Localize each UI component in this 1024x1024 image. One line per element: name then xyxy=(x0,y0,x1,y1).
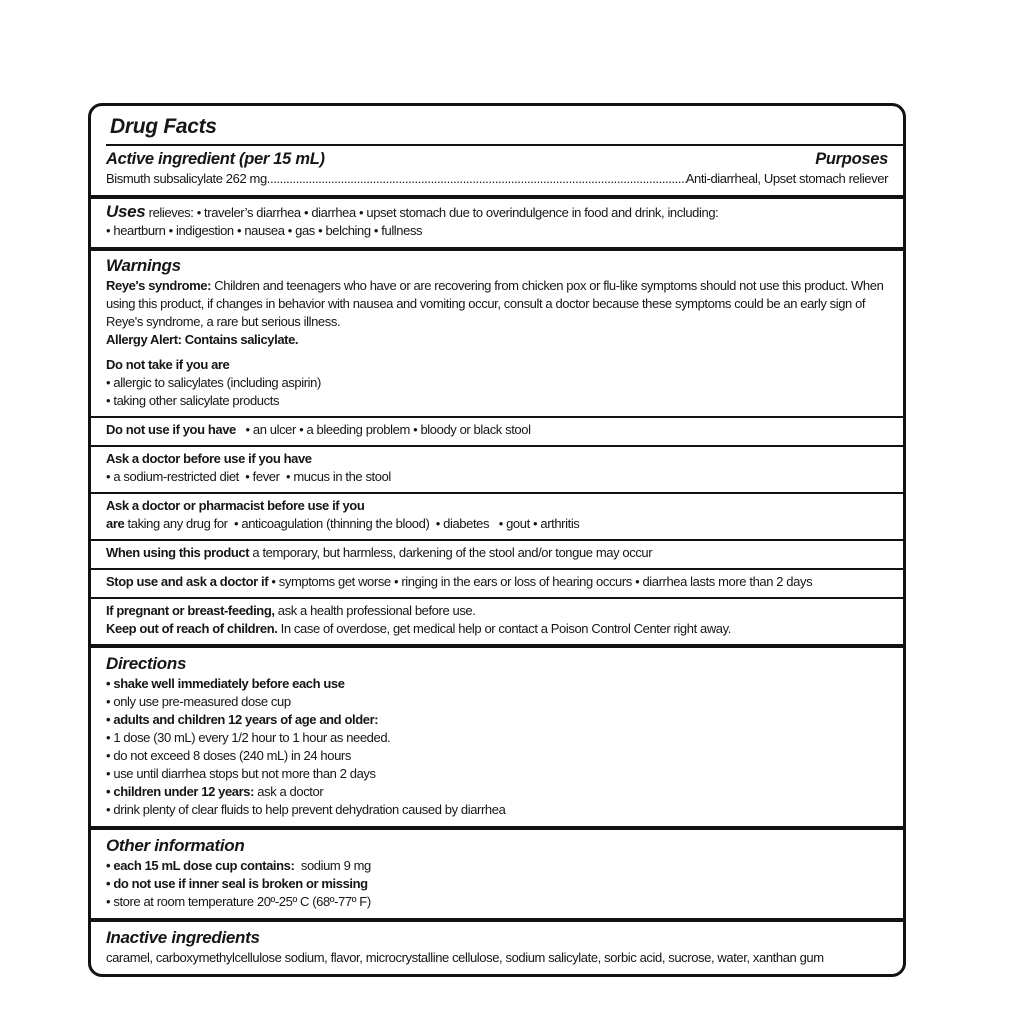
dot-leader xyxy=(267,170,686,188)
drug-facts-label xyxy=(88,103,906,977)
uses-section xyxy=(91,199,903,247)
ask-doctor-pharmacist-text: taking any drug for • anticoagulation (thinning the blood) • diabetes • gout • arthritis xyxy=(124,516,580,531)
when-using-block xyxy=(91,541,903,568)
other-information-item: • store at room temperature 20º-25º C (68º-77º F) xyxy=(106,894,371,909)
directions-item: • only use pre-measured dose cup xyxy=(106,694,291,709)
other-information-section xyxy=(91,830,903,918)
ingredient-purpose: Anti-diarrheal, Upset stomach reliever xyxy=(685,171,888,186)
directions-section xyxy=(91,648,903,826)
directions-item: • 1 dose (30 mL) every 1/2 hour to 1 hour as needed. xyxy=(106,730,391,745)
do-not-use-line xyxy=(106,421,888,439)
ask-doctor-pharmacist-block xyxy=(91,494,903,539)
ask-doctor-block xyxy=(91,447,903,492)
directions-item: • adults and children 12 years of age and older: xyxy=(106,712,379,727)
pregnant-text: ask a health professional before use. xyxy=(274,603,476,618)
do-not-take-item: • taking other salicylate products xyxy=(106,393,280,408)
when-using-text: a temporary, but harmless, darkening of the stool and/or tongue may occur xyxy=(249,545,653,560)
do-not-use-lead: Do not use if you have xyxy=(106,422,236,437)
warnings-intro-block xyxy=(91,251,903,416)
pregnancy-block xyxy=(91,599,903,644)
ask-doctor-pharmacist-lead: are xyxy=(106,516,125,531)
uses-heading: Uses xyxy=(106,202,146,221)
when-using-lead: When using this product xyxy=(106,545,250,560)
ask-doctor-pharmacist-line xyxy=(106,515,888,533)
uses-text: relieves: • traveler’s diarrhea • diarrhea • upset stomach due to overindulgence in food and drink, including: xyxy=(148,205,719,220)
directions-item: • children under 12 years: ask a doctor xyxy=(106,784,324,799)
keep-out-lead: Keep out of reach of children. xyxy=(106,621,278,636)
purposes-heading: Purposes xyxy=(815,150,888,168)
stop-use-line xyxy=(106,573,888,591)
directions-item: • shake well immediately before each use xyxy=(106,676,345,691)
reyes-syndrome-text: Children and teenagers who have or are recovering from chicken pox or flu-like symptoms should not use this product. When using this product, if changes in behavior with nausea and vomiting occur, consult a doctor because these symptoms could be an early sign of Reye's syndrome, a rare but serious illness. xyxy=(106,278,884,329)
reyes-syndrome-paragraph xyxy=(106,277,888,331)
do-not-take-item: • allergic to salicylates (including aspirin) xyxy=(106,375,321,390)
stop-use-lead: Stop use and ask a doctor if xyxy=(106,574,269,589)
directions-item: • use until diarrhea stops but not more than 2 days xyxy=(106,766,376,781)
allergy-alert: Allergy Alert: Contains salicylate. xyxy=(106,332,299,347)
other-information-heading: Other information xyxy=(106,836,245,855)
do-not-use-text: • an ulcer • a bleeding problem • bloody or black stool xyxy=(235,422,531,437)
directions-item: • do not exceed 8 doses (240 mL) in 24 hours xyxy=(106,748,351,763)
ingredient-name: Bismuth subsalicylate 262 mg xyxy=(106,171,267,186)
pregnant-lead: If pregnant or breast-feeding, xyxy=(106,603,275,618)
active-ingredient-heading: Active ingredient (per 15 mL) xyxy=(106,150,325,168)
stop-use-text: • symptoms get worse • ringing in the ears or loss of hearing occurs • diarrhea lasts more than 2 days xyxy=(268,574,813,589)
warnings-heading: Warnings xyxy=(106,256,181,275)
keep-out-text: In case of overdose, get medical help or contact a Poison Control Center right away. xyxy=(277,621,731,636)
active-ingredient-header-row xyxy=(91,146,903,170)
drug-facts-title: Drug Facts xyxy=(110,115,217,138)
other-information-item: • do not use if inner seal is broken or missing xyxy=(106,876,368,891)
do-not-use-block xyxy=(91,418,903,445)
stop-use-block xyxy=(91,570,903,597)
when-using-line xyxy=(106,544,888,562)
pregnant-line xyxy=(106,602,888,620)
ask-doctor-pharmacist-heading: Ask a doctor or pharmacist before use if you xyxy=(106,498,365,513)
do-not-take-heading: Do not take if you are xyxy=(106,357,230,372)
uses-line2: • heartburn • indigestion • nausea • gas • belching • fullness xyxy=(106,223,423,238)
directions-heading: Directions xyxy=(106,654,187,673)
inactive-ingredients-section xyxy=(91,922,903,974)
inactive-ingredients-heading: Inactive ingredients xyxy=(106,928,260,947)
keep-out-line xyxy=(106,620,888,638)
directions-item: • drink plenty of clear fluids to help prevent dehydration caused by diarrhea xyxy=(106,802,506,817)
ask-doctor-heading: Ask a doctor before use if you have xyxy=(106,451,312,466)
reyes-syndrome-lead: Reye's syndrome: xyxy=(106,278,212,293)
inactive-ingredients-text: caramel, carboxymethylcellulose sodium, flavor, microcrystalline cellulose, sodium salicylate, sorbic acid, sucrose, water, xanthan gum xyxy=(106,950,824,965)
active-ingredient-row xyxy=(91,170,903,195)
other-information-item: • each 15 mL dose cup contains: sodium 9 mg xyxy=(106,858,371,873)
ask-doctor-items: • a sodium-restricted diet • fever • mucus in the stool xyxy=(106,469,391,484)
uses-line1 xyxy=(106,203,888,222)
